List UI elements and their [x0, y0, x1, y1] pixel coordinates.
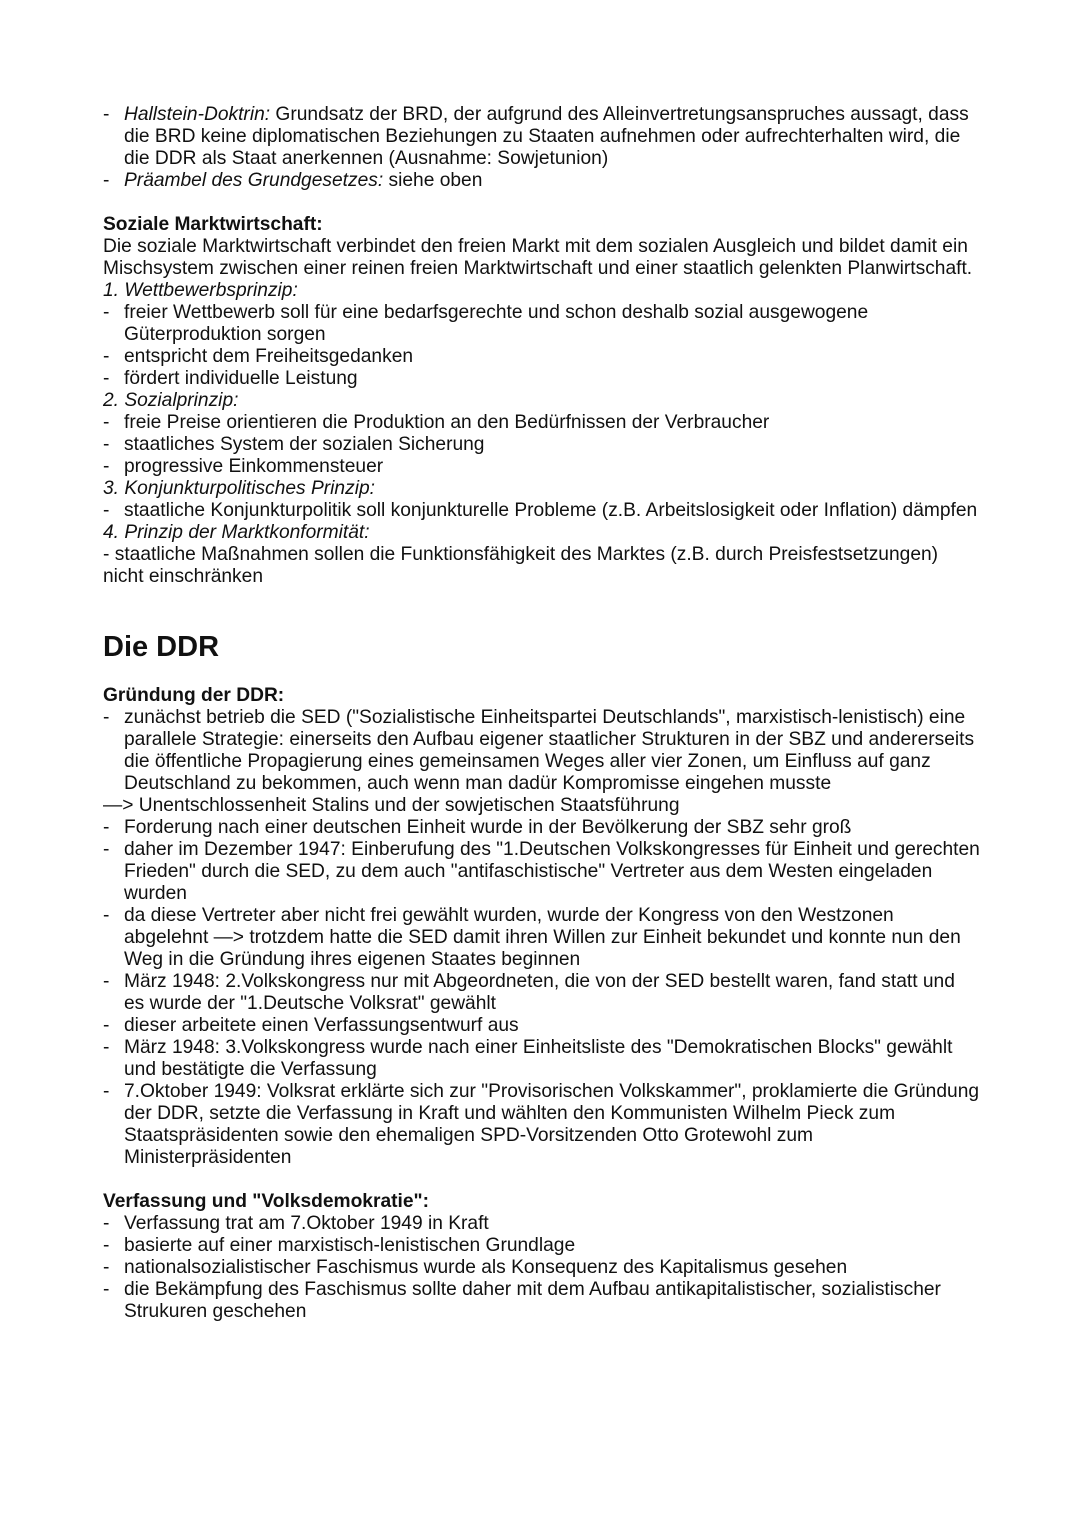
item-label: Hallstein-Doktrin: — [124, 104, 271, 125]
list-dash: - — [103, 971, 110, 992]
list-dash: - — [103, 368, 110, 389]
list-item — [103, 1257, 980, 1279]
item-text: entspricht dem Freiheitsgedanken — [124, 346, 414, 367]
list-dash: - — [103, 1081, 110, 1102]
section-heading-verfassung: Verfassung und "Volksdemokratie": — [103, 1191, 429, 1212]
list-item — [103, 905, 980, 971]
list-item — [103, 707, 980, 795]
item-text: dieser arbeitete einen Verfassungsentwurf aus — [124, 1015, 519, 1036]
item-text: Forderung nach einer deutschen Einheit wurde in der Bevölkerung der SBZ sehr groß — [124, 817, 852, 838]
list-item — [103, 346, 980, 368]
item-text: freie Preise orientieren die Produktion an den Bedürfnissen der Verbraucher — [124, 412, 770, 433]
list-dash: - — [103, 1213, 110, 1234]
list-dash: - — [103, 817, 110, 838]
list-item-praeambel — [103, 170, 980, 192]
list-dash: - — [103, 1015, 110, 1036]
item-text: siehe oben — [383, 170, 483, 191]
item-text: fördert individuelle Leistung — [124, 368, 358, 389]
list-item — [103, 817, 980, 839]
item-label: Präambel des Grundgesetzes: — [124, 170, 384, 191]
item-text: staatliches System der sozialen Sicherung — [124, 434, 485, 455]
list-item-hallstein — [103, 104, 980, 170]
list-dash: - — [103, 707, 110, 728]
item-text: freier Wettbewerb soll für eine bedarfsgerechte und schon deshalb sozial ausgewogene Güterproduktion sorgen — [124, 302, 869, 345]
paragraph-intro: Die soziale Marktwirtschaft verbindet den freien Markt mit dem sozialen Ausgleich und bildet damit ein Mischsystem zwischen einer reinen freien Marktwirtschaft und einer staatlich gelenkten Planwirtschaft. — [103, 236, 973, 279]
list-item — [103, 971, 980, 1015]
list-dash: - — [103, 434, 110, 455]
list-item — [103, 368, 980, 390]
arrow-conclusion: —> Unentschlossenheit Stalins und der sowjetischen Staatsführung — [103, 795, 680, 816]
item-text: 7.Oktober 1949: Volksrat erklärte sich zur "Provisorischen Volkskammer", proklamierte die Gründung der DDR, setzte die Verfassung in Kraft und wählten den Kommunisten Wilhelm Pieck zum Staatspräsidenten sowie den ehemaligen SPD-Vorsitzenden Otto Grotewohl zum Ministerpräsidenten — [124, 1081, 980, 1168]
list-item — [103, 412, 980, 434]
item-text: basierte auf einer marxistisch-lenistischen Grundlage — [124, 1235, 576, 1256]
list-dash: - — [103, 905, 110, 926]
list-dash: - — [103, 839, 110, 860]
list-item — [103, 1037, 980, 1081]
item-text: zunächst betrieb die SED ("Sozialistische Einheitspartei Deutschlands", marxistisch-lenistisch) eine parallele Strategie: einerseits den Aufbau eigener staatlicher Strukturen in der SBZ und andererseits die öffentliche Propagierung eines gemeinsamen Weges aller vier Zonen, um Einfluss auf ganz Deutschland zu bekommen, auch wenn man dadür Kompromisse eingehen musste — [124, 707, 975, 794]
list-dash: - — [103, 456, 110, 477]
list-dash: - — [103, 104, 110, 125]
page-title-ddr: Die DDR — [103, 631, 220, 663]
item-text: da diese Vertreter aber nicht frei gewählt wurden, wurde der Kongress von den Westzonen abgelehnt —> trotzdem hatte die SED damit ihren Willen zur Einheit bekundet und konnte nun den Weg in die Gründung ihres eigenen Staates beginnen — [124, 905, 961, 970]
principle-title-4: 4. Prinzip der Marktkonformität: — [103, 522, 370, 543]
item-text: Verfassung trat am 7.Oktober 1949 in Kraft — [124, 1213, 489, 1234]
list-item — [103, 1235, 980, 1257]
list-dash: - — [103, 346, 110, 367]
list-item — [103, 839, 980, 905]
principle-title-3: 3. Konjunkturpolitisches Prinzip: — [103, 478, 375, 499]
section-heading-soziale-marktwirtschaft: Soziale Marktwirtschaft: — [103, 214, 323, 235]
list-dash: - — [103, 302, 110, 323]
list-item — [103, 1279, 980, 1323]
list-dash: - — [103, 1257, 110, 1278]
list-item — [103, 1081, 980, 1169]
item-text: März 1948: 3.Volkskongress wurde nach einer Einheitsliste des "Demokratischen Blocks" gewählt und bestätigte die Verfassung — [124, 1037, 953, 1080]
section-heading-gruendung: Gründung der DDR: — [103, 685, 285, 706]
spacer — [103, 192, 980, 214]
list-item — [103, 1015, 980, 1037]
item-text: März 1948: 2.Volkskongress nur mit Abgeordneten, die von der SED bestellt waren, fand statt und es wurde der "1.Deutsche Volksrat" gewählt — [124, 971, 955, 1014]
item-text: Grundsatz der BRD, der aufgrund des Alleinvertretungsanspruches aussagt, dass die BRD keine diplomatischen Beziehungen zu Staaten aufnehmen oder aufrechterhalten wird, die die DDR als Staat anerkennen (Ausnahme: Sowjetunion) — [124, 104, 969, 169]
item-text: nationalsozialistischer Faschismus wurde als Konsequenz des Kapitalismus gesehen — [124, 1257, 848, 1278]
list-item — [103, 302, 980, 346]
list-dash: - — [103, 1279, 110, 1300]
list-dash: - — [103, 1235, 110, 1256]
list-dash: - — [103, 170, 110, 191]
list-dash: - — [103, 412, 110, 433]
list-item — [103, 500, 980, 522]
item-text: progressive Einkommensteuer — [124, 456, 384, 477]
list-item — [103, 1213, 980, 1235]
list-item — [103, 456, 980, 478]
item-text: daher im Dezember 1947: Einberufung des "1.Deutschen Volkskongresses für Einheit und gerechten Frieden" durch die SED, zu dem auch "antifaschistische" Vertreter aus dem Westen eingeladen wurden — [124, 839, 980, 904]
paragraph-marktkonformitaet: - staatliche Maßnahmen sollen die Funktionsfähigkeit des Marktes (z.B. durch Preisfestsetzungen) nicht einschränken — [103, 544, 939, 587]
item-text: die Bekämpfung des Faschismus sollte daher mit dem Aufbau antikapitalistischer, sozialistischer Strukuren geschehen — [124, 1279, 941, 1322]
principle-title-2: 2. Sozialprinzip: — [103, 390, 239, 411]
list-item — [103, 434, 980, 456]
item-text: staatliche Konjunkturpolitik soll konjunkturelle Probleme (z.B. Arbeitslosigkeit oder Inflation) dämpfen — [124, 500, 978, 521]
spacer — [103, 1169, 980, 1191]
principle-title-1: 1. Wettbewerbsprinzip: — [103, 280, 298, 301]
list-dash: - — [103, 1037, 110, 1058]
list-dash: - — [103, 500, 110, 521]
